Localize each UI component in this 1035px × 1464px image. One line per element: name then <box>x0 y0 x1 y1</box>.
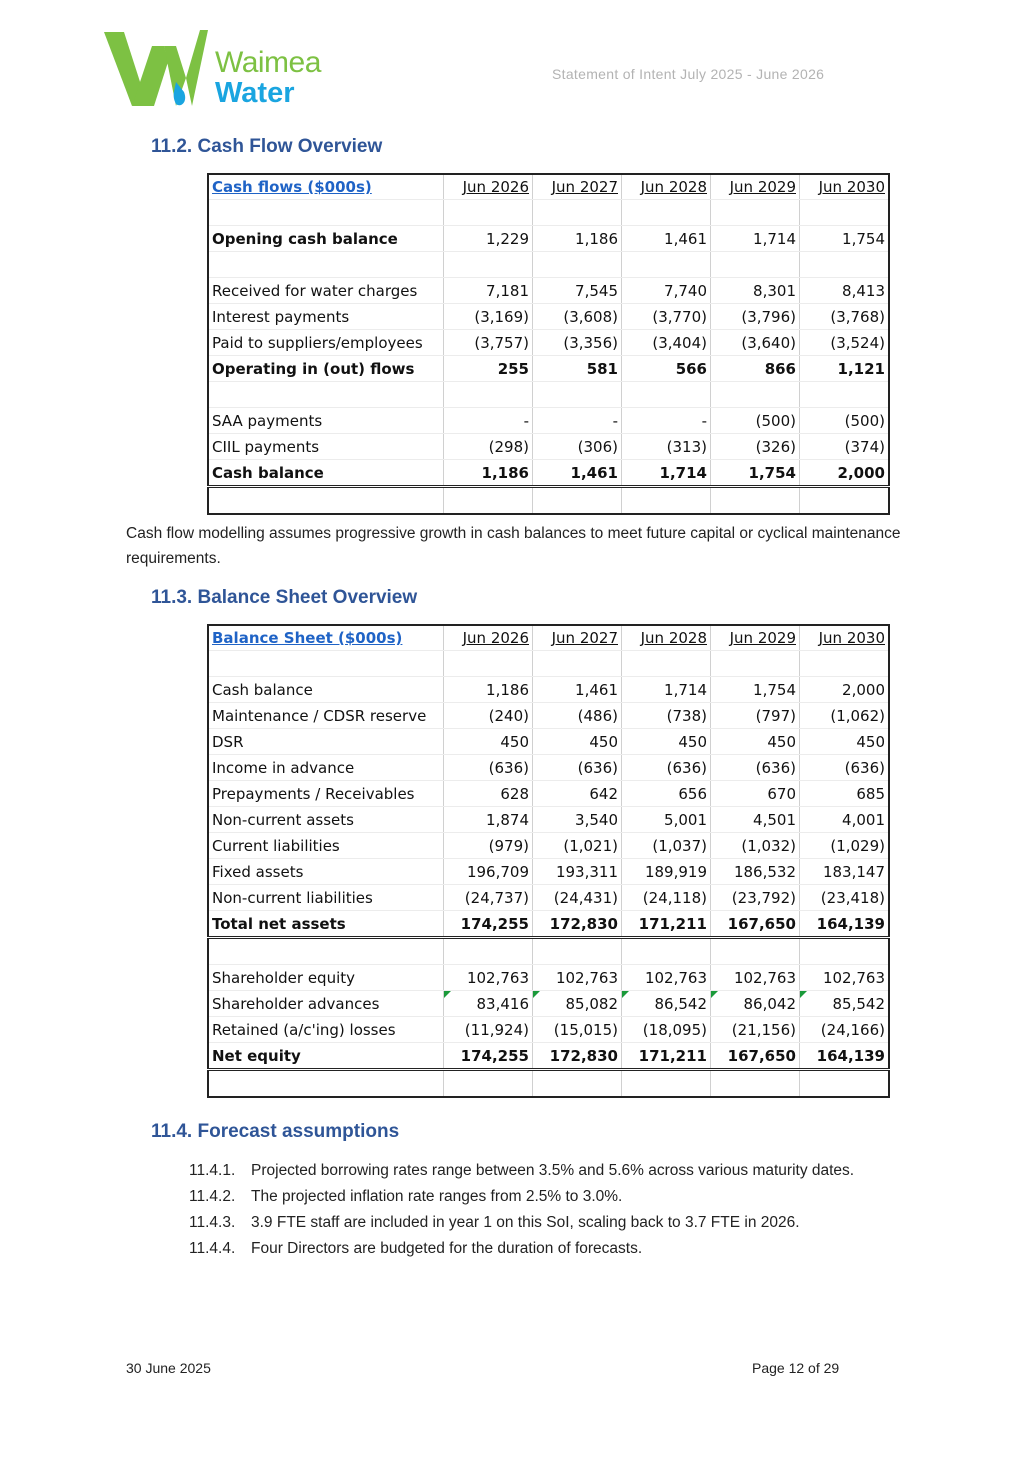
row-label: Total net assets <box>208 911 444 938</box>
list-item-number: 11.4.2. <box>189 1188 236 1205</box>
row-label: Maintenance / CDSR reserve <box>208 703 444 729</box>
column-header: Jun 2028 <box>622 625 711 651</box>
cell-value: 85,082 <box>533 991 622 1017</box>
balance-table <box>207 624 890 1098</box>
cell-value: (298) <box>444 434 533 460</box>
cell-value: (636) <box>533 755 622 781</box>
cell-value: 866 <box>711 356 800 382</box>
row-label: Paid to suppliers/employees <box>208 330 444 356</box>
cell-value: (797) <box>711 703 800 729</box>
column-header: Jun 2028 <box>622 174 711 200</box>
footer-date: 30 June 2025 <box>126 1360 211 1376</box>
table-row <box>208 278 889 304</box>
cell-value: (1,029) <box>800 833 890 859</box>
cell-value: 102,763 <box>444 965 533 991</box>
cell-value: 1,186 <box>533 226 622 252</box>
cell-value: - <box>533 408 622 434</box>
cell-value: 1,461 <box>533 677 622 703</box>
cell-value: (3,757) <box>444 330 533 356</box>
cell-value: 86,542 <box>622 991 711 1017</box>
cell-value: 255 <box>444 356 533 382</box>
table-row <box>208 755 889 781</box>
cell-value: 85,542 <box>800 991 890 1017</box>
cell-value: (24,118) <box>622 885 711 911</box>
total-row <box>208 911 889 938</box>
table-row <box>208 965 889 991</box>
cell-value: (3,404) <box>622 330 711 356</box>
cell-value: (636) <box>444 755 533 781</box>
cell-value: 174,255 <box>444 1043 533 1070</box>
cell-value: 1,461 <box>622 226 711 252</box>
list-item-number: 11.4.4. <box>189 1240 236 1257</box>
list-item-text: The projected inflation rate ranges from 2.5% to 3.0%. <box>251 1188 623 1205</box>
logo-w-mark <box>102 26 212 110</box>
cell-value: 1,714 <box>711 226 800 252</box>
cell-value: (18,095) <box>622 1017 711 1043</box>
cell-value: 8,413 <box>800 278 890 304</box>
list-item-text: 3.9 FTE staff are included in year 1 on this SoI, scaling back to 3.7 FTE in 2026. <box>251 1214 800 1231</box>
cell-value: (3,608) <box>533 304 622 330</box>
footer-page-number: Page 12 of 29 <box>752 1360 840 1376</box>
row-label: Shareholder advances <box>208 991 444 1017</box>
cell-value: 172,830 <box>533 1043 622 1070</box>
cell-value: 450 <box>444 729 533 755</box>
table-row <box>208 408 889 434</box>
assumptions-heading: 11.4. Forecast assumptions <box>151 1121 400 1142</box>
cell-value: 1,461 <box>533 460 622 487</box>
list-item <box>189 1210 854 1236</box>
list-item-text: Projected borrowing rates range between 3.5% and 5.6% across various maturity dates. <box>251 1162 855 1179</box>
row-label: Opening cash balance <box>208 226 444 252</box>
cell-value: (15,015) <box>533 1017 622 1043</box>
cell-value: 167,650 <box>711 1043 800 1070</box>
row-label: Current liabilities <box>208 833 444 859</box>
cell-value: 7,181 <box>444 278 533 304</box>
cell-value: 5,001 <box>622 807 711 833</box>
cell-value: (979) <box>444 833 533 859</box>
cell-value: (326) <box>711 434 800 460</box>
row-label: Retained (a/c'ing) losses <box>208 1017 444 1043</box>
cell-value: 7,740 <box>622 278 711 304</box>
cell-value: 450 <box>800 729 890 755</box>
assumptions-list <box>189 1158 854 1262</box>
column-header: Jun 2027 <box>533 174 622 200</box>
table-row <box>208 434 889 460</box>
spacer-row <box>208 382 889 408</box>
row-label: Prepayments / Receivables <box>208 781 444 807</box>
spacer-row <box>208 651 889 677</box>
total-row <box>208 460 889 487</box>
table-row <box>208 703 889 729</box>
cell-value: 642 <box>533 781 622 807</box>
cell-value: 102,763 <box>533 965 622 991</box>
table-row <box>208 729 889 755</box>
cell-value: 628 <box>444 781 533 807</box>
list-item-number: 11.4.1. <box>189 1162 236 1179</box>
cell-value: (24,431) <box>533 885 622 911</box>
cell-value: 1,186 <box>444 460 533 487</box>
cell-value: 3,540 <box>533 807 622 833</box>
table-row <box>208 859 889 885</box>
cell-value: 167,650 <box>711 911 800 938</box>
cell-value: (11,924) <box>444 1017 533 1043</box>
row-label: Shareholder equity <box>208 965 444 991</box>
cell-value: (738) <box>622 703 711 729</box>
cell-value: (1,062) <box>800 703 890 729</box>
row-label: Net equity <box>208 1043 444 1070</box>
cell-value: (500) <box>800 408 890 434</box>
table-row <box>208 304 889 330</box>
table-row <box>208 991 889 1017</box>
cell-value: (23,792) <box>711 885 800 911</box>
cell-value: 2,000 <box>800 460 890 487</box>
document-title: Statement of Intent July 2025 - June 2026 <box>552 66 825 82</box>
cell-value: 186,532 <box>711 859 800 885</box>
cell-value: (24,737) <box>444 885 533 911</box>
table-header-row <box>208 174 889 200</box>
cell-value: 1,229 <box>444 226 533 252</box>
cell-value: - <box>622 408 711 434</box>
cell-value: 1,754 <box>711 460 800 487</box>
cell-value: 102,763 <box>622 965 711 991</box>
cell-value: 4,501 <box>711 807 800 833</box>
cell-value: 450 <box>622 729 711 755</box>
cell-value: 171,211 <box>622 1043 711 1070</box>
cell-value: 83,416 <box>444 991 533 1017</box>
cell-value: 1,874 <box>444 807 533 833</box>
cell-value: 7,545 <box>533 278 622 304</box>
cell-value: 164,139 <box>800 911 890 938</box>
cell-value: 450 <box>711 729 800 755</box>
cell-value: (486) <box>533 703 622 729</box>
cell-value: 1,754 <box>800 226 890 252</box>
row-label: Income in advance <box>208 755 444 781</box>
table-header-row <box>208 625 889 651</box>
cell-value: (3,796) <box>711 304 800 330</box>
cell-value: (3,640) <box>711 330 800 356</box>
cashflow-note: Cash flow modelling assumes progressive growth in cash balances to meet future capital or cyclical maintenance requirements. <box>126 525 901 567</box>
row-label: Non-current assets <box>208 807 444 833</box>
list-item <box>189 1158 854 1184</box>
cell-value: 102,763 <box>711 965 800 991</box>
cell-value: 685 <box>800 781 890 807</box>
cell-value: (3,356) <box>533 330 622 356</box>
row-label: Cash balance <box>208 460 444 487</box>
table-row <box>208 330 889 356</box>
spacer-row <box>208 487 889 515</box>
balance-heading: 11.3. Balance Sheet Overview <box>151 587 418 608</box>
row-label: Non-current liabilities <box>208 885 444 911</box>
column-header: Jun 2029 <box>711 625 800 651</box>
cell-value: 172,830 <box>533 911 622 938</box>
cell-value: (3,524) <box>800 330 890 356</box>
cell-value: 450 <box>533 729 622 755</box>
cell-value: (500) <box>711 408 800 434</box>
cell-value: 1,714 <box>622 677 711 703</box>
cell-value: (374) <box>800 434 890 460</box>
cell-value: 174,255 <box>444 911 533 938</box>
cell-value: (1,032) <box>711 833 800 859</box>
cell-value: 183,147 <box>800 859 890 885</box>
cell-value: 193,311 <box>533 859 622 885</box>
row-label: Received for water charges <box>208 278 444 304</box>
cell-value: (3,768) <box>800 304 890 330</box>
cell-value: (313) <box>622 434 711 460</box>
list-item-text: Four Directors are budgeted for the duration of forecasts. <box>251 1240 643 1257</box>
spacer-row <box>208 252 889 278</box>
spacer-row <box>208 938 889 965</box>
cell-value: 566 <box>622 356 711 382</box>
logo-text-water: Water <box>215 77 295 109</box>
cell-value: 189,919 <box>622 859 711 885</box>
cell-value: (21,156) <box>711 1017 800 1043</box>
table-row <box>208 1017 889 1043</box>
total-row <box>208 1043 889 1070</box>
cell-value: 1,121 <box>800 356 890 382</box>
column-header: Jun 2030 <box>800 625 890 651</box>
cell-value: 171,211 <box>622 911 711 938</box>
logo-text-waimea: Waimea <box>215 46 321 79</box>
cell-value: 1,714 <box>622 460 711 487</box>
table-row <box>208 781 889 807</box>
cell-value: 4,001 <box>800 807 890 833</box>
cell-value: (306) <box>533 434 622 460</box>
list-item-number: 11.4.3. <box>189 1214 236 1231</box>
table-row <box>208 677 889 703</box>
cell-value: 670 <box>711 781 800 807</box>
cell-value: 8,301 <box>711 278 800 304</box>
cashflow-table <box>207 173 890 515</box>
cell-value: (636) <box>800 755 890 781</box>
table-header-label[interactable]: Cash flows ($000s) <box>208 174 444 200</box>
cell-value: (23,418) <box>800 885 890 911</box>
cell-value: (1,021) <box>533 833 622 859</box>
table-row <box>208 226 889 252</box>
row-label: Interest payments <box>208 304 444 330</box>
cell-value: 656 <box>622 781 711 807</box>
spacer-row <box>208 1070 889 1098</box>
cell-value: 1,754 <box>711 677 800 703</box>
cell-value: 86,042 <box>711 991 800 1017</box>
cell-value: 1,186 <box>444 677 533 703</box>
cell-value: (636) <box>711 755 800 781</box>
cell-value: (636) <box>622 755 711 781</box>
row-label: Cash balance <box>208 677 444 703</box>
column-header: Jun 2026 <box>444 625 533 651</box>
row-label: DSR <box>208 729 444 755</box>
row-label: CIIL payments <box>208 434 444 460</box>
table-row <box>208 885 889 911</box>
spacer-row <box>208 200 889 226</box>
table-row <box>208 833 889 859</box>
cell-value: (24,166) <box>800 1017 890 1043</box>
cell-value: 102,763 <box>800 965 890 991</box>
cell-value: 581 <box>533 356 622 382</box>
cell-value: (3,770) <box>622 304 711 330</box>
row-label: Fixed assets <box>208 859 444 885</box>
column-header: Jun 2030 <box>800 174 890 200</box>
row-label: SAA payments <box>208 408 444 434</box>
table-header-label[interactable]: Balance Sheet ($000s) <box>208 625 444 651</box>
column-header: Jun 2026 <box>444 174 533 200</box>
list-item <box>189 1236 854 1262</box>
cell-value: 196,709 <box>444 859 533 885</box>
list-item <box>189 1184 854 1210</box>
cell-value: (240) <box>444 703 533 729</box>
cell-value: 2,000 <box>800 677 890 703</box>
column-header: Jun 2029 <box>711 174 800 200</box>
cashflow-heading: 11.2. Cash Flow Overview <box>151 136 383 157</box>
cell-value: - <box>444 408 533 434</box>
cell-value: (3,169) <box>444 304 533 330</box>
table-row <box>208 807 889 833</box>
column-header: Jun 2027 <box>533 625 622 651</box>
cell-value: (1,037) <box>622 833 711 859</box>
cell-value: 164,139 <box>800 1043 890 1070</box>
row-label: Operating in (out) flows <box>208 356 444 382</box>
subtotal-row <box>208 356 889 382</box>
